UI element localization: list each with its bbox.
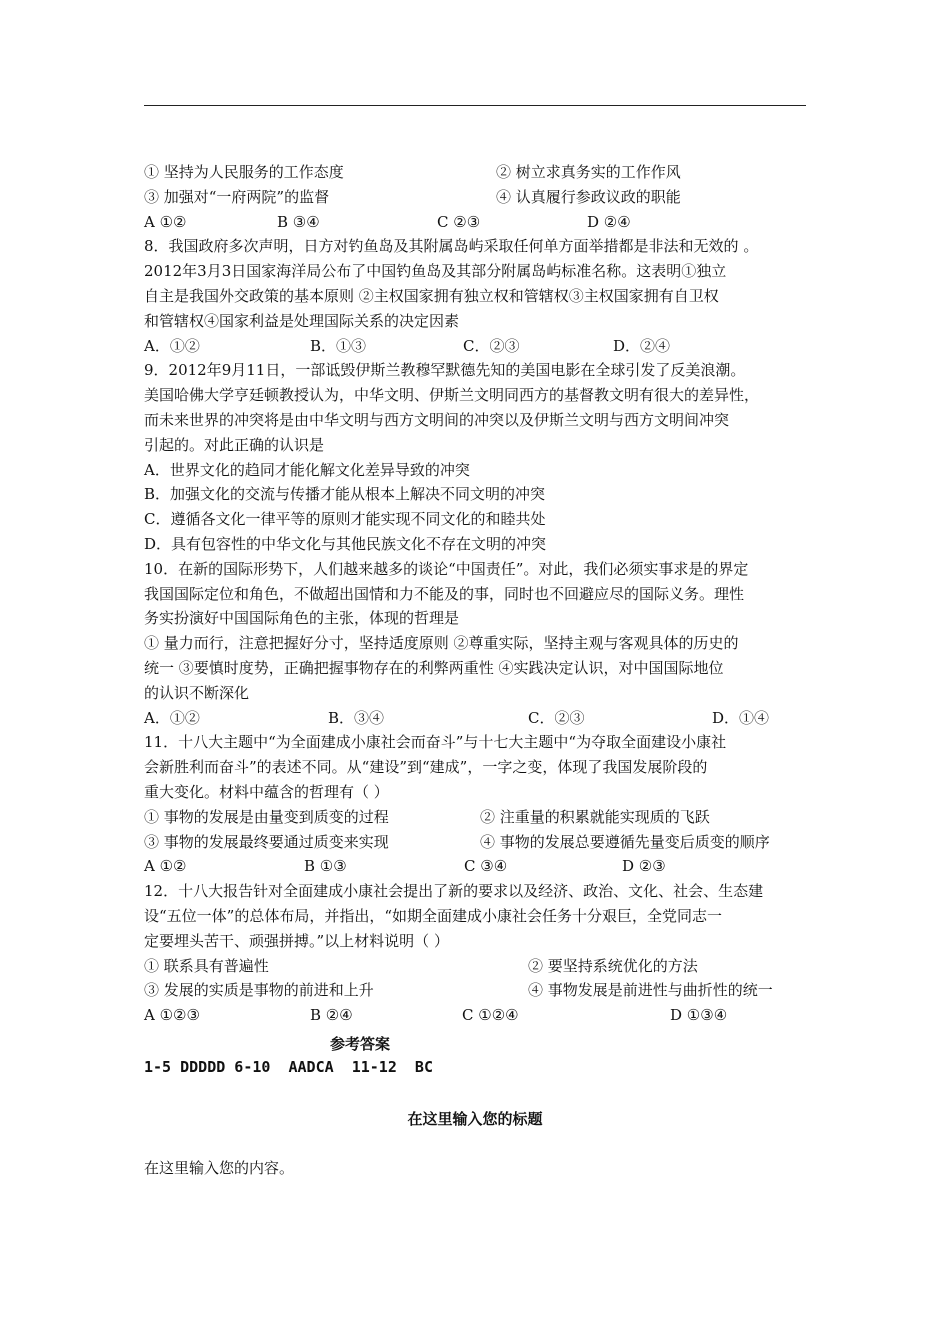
q12-line: 定要埋头苦干、顽强拼搏。”以上材料说明（ ） [144, 931, 449, 950]
q11-line: 11．十八大主题中“为全面建成小康社会而奋斗”与十七大主题中“为夺取全面建设小康社 [144, 733, 727, 752]
q12-option-2: ② 要坚持系统优化的方法 [528, 956, 698, 975]
q8-choice-c: C．②③ [463, 336, 520, 355]
q7-option-2: ② 树立求真务实的工作作风 [496, 163, 681, 181]
q10-choice-a: A．①② [144, 708, 200, 727]
q7-choice-c: C ②③ [437, 212, 481, 231]
q9-choice-d: D．具有包容性的中华文化与其他民族文化不存在文明的冲突 [144, 534, 547, 553]
q8-choice-a: A．①② [144, 336, 200, 355]
q11-options-row2 [144, 830, 814, 855]
q12-option-1: ① 联系具有普遍性 [144, 956, 269, 975]
q12-options-row2 [144, 978, 814, 1003]
q7-choices [144, 210, 814, 235]
q10-choice-b: B．③④ [328, 708, 385, 727]
q12-option-3: ③ 发展的实质是事物的前进和上升 [144, 981, 374, 1000]
q8-choices [144, 334, 814, 359]
q10-line: 统一 ③要慎时度势，正确把握事物存在的利弊两重性 ④实践决定认识，对中国国际地位 [144, 658, 724, 677]
q8-choice-d: D．②④ [613, 336, 671, 355]
answer-key-line: 1-5 DDDDD 6-10 AADCA 11-12 BC [144, 1058, 433, 1076]
q11-line: 会新胜利而奋斗”的表述不同。从“建设”到“建成”，一字之变，体现了我国发展阶段的 [144, 758, 708, 777]
q11-option-3: ③ 事物的发展最终要通过质变来实现 [144, 832, 389, 851]
q10-line: 我国国际定位和角色，不做超出国情和力不能及的事，同时也不回避应尽的国际义务。理性 [144, 584, 745, 603]
q12-choice-c: C ①②④ [462, 1006, 519, 1025]
q10-choices [144, 706, 814, 731]
placeholder-body: 在这里输入您的内容。 [144, 1159, 295, 1177]
answer-key-title: 参考答案 [330, 1035, 391, 1053]
q12-choice-a: A ①②③ [144, 1006, 200, 1025]
q9-line: 9．2012年9月11日，一部诋毁伊斯兰教穆罕默德先知的美国电影在全球引发了反美浪潮。 [144, 361, 746, 380]
q8-line: 2012年3月3日国家海洋局公布了中国钓鱼岛及其部分附属岛屿标准名称。这表明①独立 [144, 262, 727, 281]
q10-choice-c: C．②③ [528, 708, 585, 727]
q8-line: 和管辖权④国家利益是处理国际关系的决定因素 [144, 311, 460, 330]
q10-line: 10．在新的国际形势下，人们越来越多的谈论“中国责任”。对此，我们必须实事求是的界定 [144, 559, 749, 578]
q11-choice-b: B ①③ [304, 857, 347, 876]
q11-choice-c: C ③④ [464, 857, 508, 876]
q9-choice-a: A．世界文化的趋同才能化解文化差异导致的冲突 [144, 460, 470, 479]
q12-option-4: ④ 事物发展是前进性与曲折性的统一 [528, 981, 773, 1000]
q11-choice-d: D ②③ [622, 857, 666, 876]
q11-choices [144, 854, 814, 879]
q8-line: 自主是我国外交政策的基本原则 ②主权国家拥有独立权和管辖权③主权国家拥有自卫权 [144, 286, 719, 305]
q10-line: 务实扮演好中国国际角色的主张，体现的哲理是 [144, 609, 460, 628]
q12-choice-b: B ②④ [310, 1006, 353, 1025]
q10-line: 的认识不断深化 [144, 683, 250, 702]
q9-choice-c: C．遵循各文化一律平等的原则才能实现不同文化的和睦共处 [144, 510, 546, 529]
placeholder-title: 在这里输入您的标题 [407, 1110, 543, 1128]
q7-options-row1 [144, 160, 814, 185]
q10-line: ① 量力而行，注意把握好分寸，坚持适度原则 ②尊重实际，坚持主观与客观具体的历史的 [144, 634, 739, 653]
q10-choice-d: D．①④ [712, 708, 770, 727]
q7-option-3: ③ 加强对“一府两院”的监督 [144, 187, 330, 206]
q12-choices [144, 1003, 814, 1028]
q11-choice-a: A ①② [144, 857, 187, 876]
q11-option-1: ① 事物的发展是由量变到质变的过程 [144, 807, 389, 826]
q11-option-4: ④ 事物的发展总要遵循先量变后质变的顺序 [480, 832, 770, 851]
q7-options-row2 [144, 185, 814, 210]
q7-option-4: ④ 认真履行参政议政的职能 [496, 187, 681, 206]
q12-choice-d: D ①③④ [670, 1006, 728, 1025]
q9-line: 引起的。对此正确的认识是 [144, 435, 325, 454]
q11-options-row1 [144, 805, 814, 830]
header-rule [144, 105, 806, 106]
q9-line: 美国哈佛大学亨廷顿教授认为，中华文明、伊斯兰文明同西方的基督教文明有很大的差异性， [144, 386, 760, 405]
q9-choice-b: B．加强文化的交流与传播才能从根本上解决不同文明的冲突 [144, 485, 546, 504]
q12-options-row1 [144, 954, 814, 979]
q7-choice-a: A ①② [144, 212, 187, 231]
q8-choice-b: B．①③ [310, 336, 367, 355]
q7-choice-b: B ③④ [277, 212, 320, 231]
q11-option-2: ② 注重量的积累就能实现质的飞跃 [480, 807, 710, 826]
document-body [144, 160, 814, 1028]
q12-line: 设“五位一体”的总体布局，并指出，“如期全面建成小康社会任务十分艰巨，全党同志一 [144, 906, 723, 925]
q7-option-1: ① 坚持为人民服务的工作态度 [144, 163, 344, 181]
q9-line: 而未来世界的冲突将是由中华文明与西方文明间的冲突以及伊斯兰文明与西方文明间冲突 [144, 410, 730, 429]
q7-choice-d: D ②④ [587, 212, 631, 231]
q8-line: 8．我国政府多次声明，日方对钓鱼岛及其附属岛屿采取任何单方面举措都是非法和无效的 。 [144, 237, 759, 256]
q11-line: 重大变化。材料中蕴含的哲理有（ ） [144, 782, 389, 801]
q12-line: 12．十八大报告针对全面建成小康社会提出了新的要求以及经济、政治、文化、社会、生态建 [144, 882, 764, 901]
